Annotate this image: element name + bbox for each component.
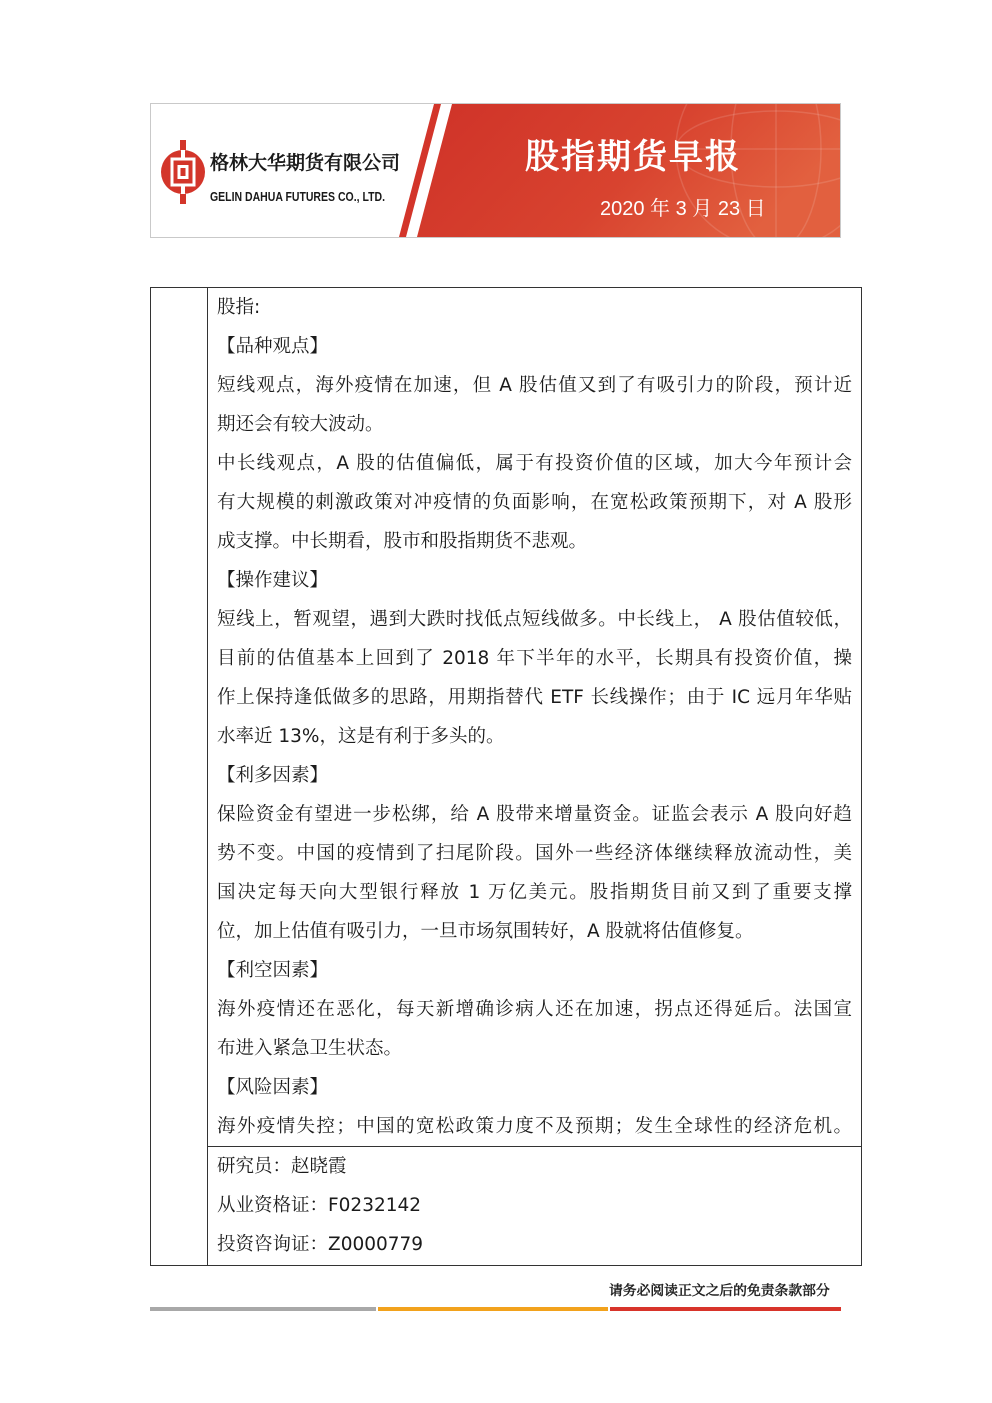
text-line: 位，加上估值有吸引力，一旦市场氛围转好，A 股就将估值修复。	[217, 921, 754, 942]
text-line: 势不变。中国的疫情到了扫尾阶段。国外一些经济体继续释放流动性，美	[217, 843, 852, 864]
text-line: 短线上，暂观望，遇到大跌时找低点短线做多。中长线上， A 股估值较低，	[217, 609, 852, 630]
researcher-name: 赵晓霞	[291, 1156, 347, 1177]
text-line: 期还会有较大波动。	[217, 414, 384, 435]
analyst-info-cell	[208, 1147, 861, 1264]
disclaimer-note: 请务必阅读正文之后的免责条款部分	[609, 1283, 830, 1299]
company-name-cn: 格林大华期货有限公司	[210, 152, 401, 174]
category-label: 股指:	[217, 297, 261, 318]
text-line: 目前的估值基本上回到了 2018 年下半年的水平，长期具有投资价值，操	[217, 648, 852, 669]
section-heading: 【操作建议】	[217, 570, 329, 591]
report-title: 股指期货早报	[525, 137, 741, 177]
text-line: 海外疫情还在恶化，每天新增确诊病人还在加速，拐点还得延后。法国宣	[217, 999, 852, 1020]
report-table	[150, 287, 862, 1266]
qualification-label: 从业资格证：	[217, 1195, 329, 1216]
text-line: 布进入紧急卫生状态。	[217, 1038, 403, 1059]
report-date: 2020 年 3 月 23 日	[600, 198, 766, 220]
text-line: 国决定每天向大型银行释放 1 万亿美元。股指期货目前又到了重要支撑	[217, 882, 852, 903]
text-line: 作上保持逢低做多的思路，用期指替代 ETF 长线操作；由于 IC 远月年华贴	[217, 687, 852, 708]
section-heading: 【品种观点】	[217, 336, 329, 357]
consulting-line	[217, 1225, 852, 1264]
researcher-line	[217, 1147, 852, 1186]
report-body-cell	[208, 288, 861, 1147]
section-heading: 【利多因素】	[217, 765, 329, 786]
company-name-en: GELIN DAHUA FUTURES CO., LTD.	[210, 190, 385, 204]
left-margin-column	[151, 288, 207, 1265]
text-line: 成支撑。中长期看，股市和股指期货不悲观。	[217, 531, 588, 552]
text-line: 保险资金有望进一步松绑，给 A 股带来增量资金。证监会表示 A 股向好趋	[217, 804, 852, 825]
report-banner	[150, 103, 841, 238]
text-line: 水率近 13%，这是有利于多头的。	[217, 726, 505, 747]
consulting-number: Z0000779	[328, 1234, 424, 1255]
consulting-label: 投资咨询证：	[217, 1234, 329, 1255]
footer-bar-orange	[378, 1307, 608, 1311]
report-content-column	[207, 288, 861, 1265]
text-line: 海外疫情失控；中国的宽松政策力度不及预期；发生全球性的经济危机。	[217, 1116, 852, 1137]
qualification-number: F0232142	[328, 1195, 422, 1216]
text-line: 短线观点，海外疫情在加速，但 A 股估值又到了有吸引力的阶段，预计近	[217, 375, 852, 396]
text-line: 有大规模的刺激政策对冲疫情的负面影响，在宽松政策预期下，对 A 股形	[217, 492, 852, 513]
researcher-label: 研究员：	[217, 1156, 292, 1177]
footer-bar-red	[610, 1307, 841, 1311]
section-heading: 【利空因素】	[217, 960, 329, 981]
text-line: 中长线观点，A 股的估值偏低，属于有投资价值的区域，加大今年预计会	[217, 453, 852, 474]
company-logo-icon	[160, 140, 206, 204]
qualification-line	[217, 1186, 852, 1225]
footer-bar-gray	[150, 1307, 376, 1311]
section-heading: 【风险因素】	[217, 1077, 329, 1098]
